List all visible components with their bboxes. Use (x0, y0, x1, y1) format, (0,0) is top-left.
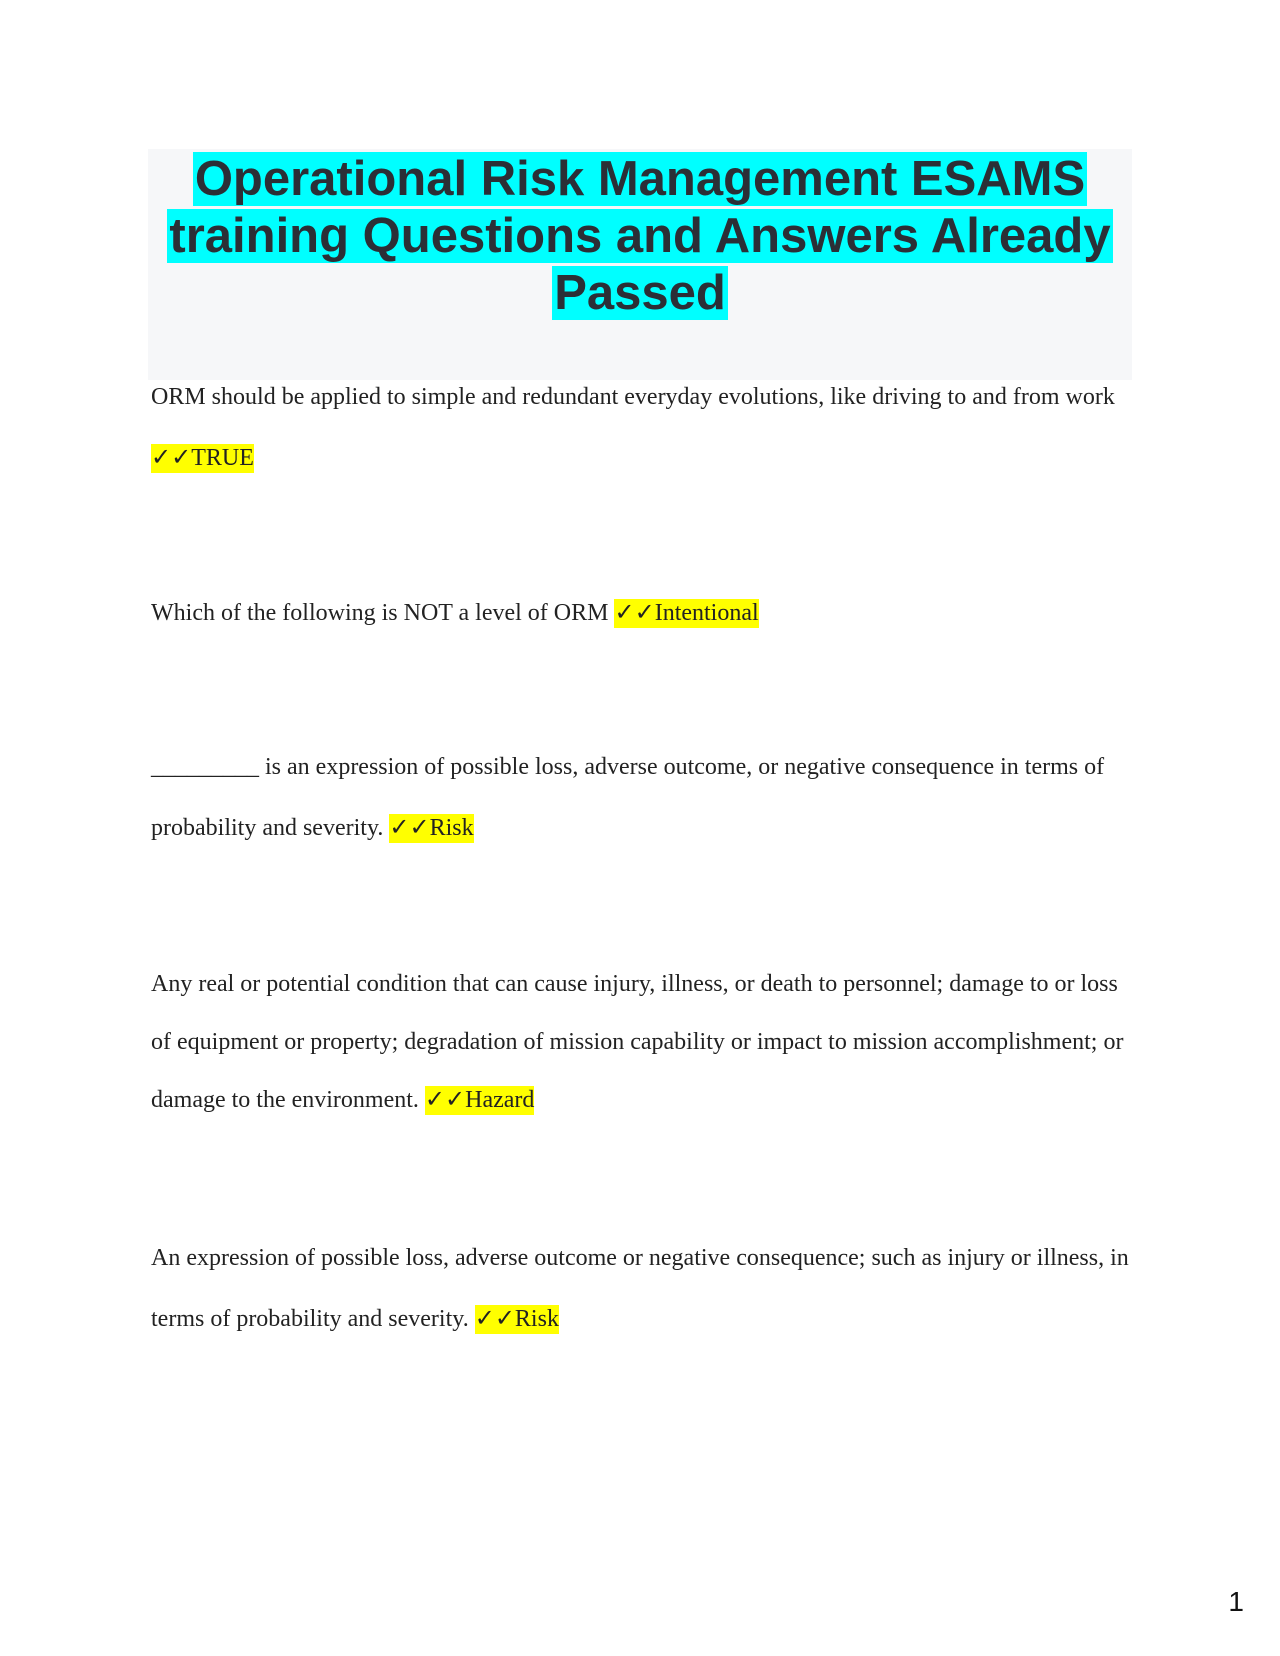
qa-item (151, 367, 1141, 489)
title-line: Operational Risk Management ESAMS (194, 152, 1086, 206)
answer-highlight: ✓✓TRUE (151, 445, 254, 471)
question-text: Any real or potential condition that can cause injury, illness, or death to personnel; damage to or loss of equipment or property; degradation of mission capability or impact to mission accomplishment; or damage to the environment. (151, 971, 1124, 1113)
answer-highlight: ✓✓Risk (474, 1306, 559, 1332)
title-line: Passed (554, 266, 726, 320)
title-block (148, 149, 1132, 380)
qa-item (151, 583, 1141, 644)
question-text: Which of the following is NOT a level of ORM (151, 600, 609, 626)
document-title (148, 151, 1132, 322)
qa-item (151, 737, 1141, 859)
title-line: training Questions and Answers Already (169, 209, 1111, 263)
answer-highlight: ✓✓Intentional (614, 600, 759, 626)
page-number: 1 (1228, 1586, 1244, 1617)
question-text: An expression of possible loss, adverse outcome or negative consequence; such as injury or illness, in terms of probability and severity. (151, 1245, 1129, 1332)
answer-highlight: ✓✓Risk (389, 815, 474, 841)
qa-item (151, 955, 1141, 1129)
question-text: _________ is an expression of possible loss, adverse outcome, or negative consequence in terms of probability and severity. (151, 754, 1105, 841)
answer-highlight: ✓✓Hazard (424, 1087, 535, 1113)
question-text: ORM should be applied to simple and redundant everyday evolutions, like driving to and from work (151, 384, 1115, 410)
qa-item (151, 1228, 1141, 1350)
